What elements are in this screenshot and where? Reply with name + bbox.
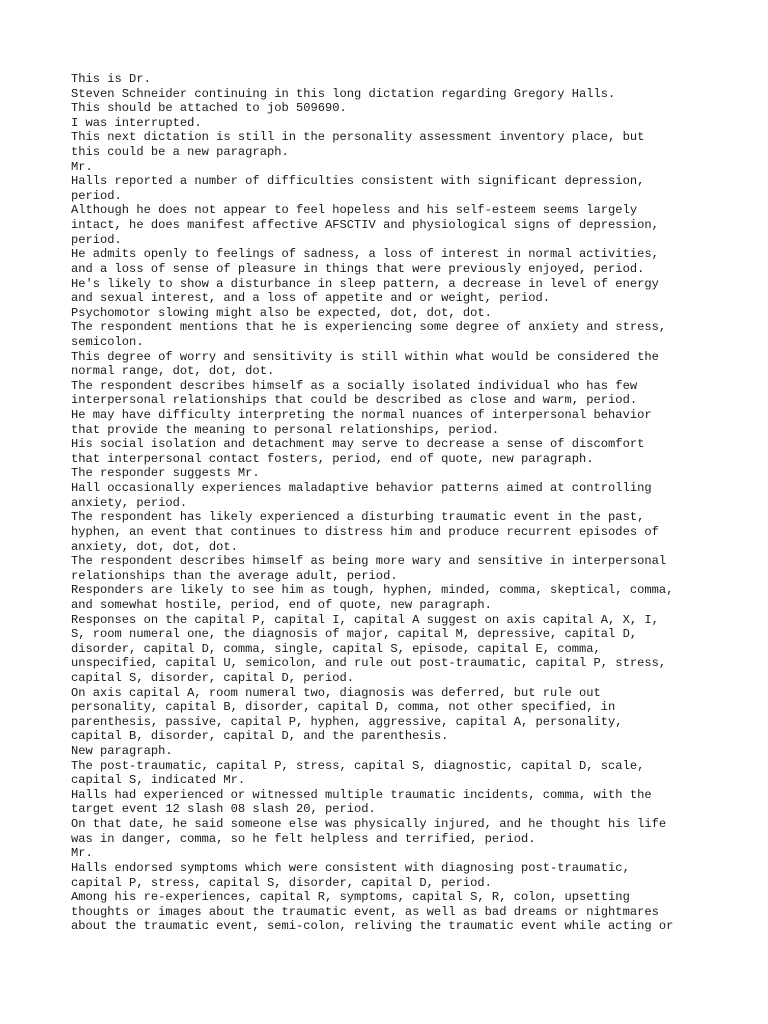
transcript-line: unspecified, capital U, semicolon, and rule out post-traumatic, capital P, stress,	[71, 656, 667, 671]
transcript-line: Although he does not appear to feel hopeless and his self-esteem seems largely	[71, 203, 638, 218]
transcript-line: This is Dr.	[71, 72, 151, 86]
transcript-line: Halls endorsed symptoms which were consistent with diagnosing post-traumatic,	[71, 860, 630, 875]
transcript-line: The respondent has likely experienced a disturbing traumatic event in the past,	[71, 510, 645, 525]
transcript-line: and a loss of sense of pleasure in things that were previously enjoyed, period.	[71, 261, 645, 276]
transcript-line: The respondent describes himself as being more wary and sensitive in interpersonal	[71, 554, 667, 569]
transcript-line: The post-traumatic, capital P, stress, capital S, diagnostic, capital D, scale,	[71, 758, 645, 773]
transcript-line: about the traumatic event, semi-colon, reliving the traumatic event while acting or	[71, 919, 674, 934]
transcript-line: Responses on the capital P, capital I, capital A suggest on axis capital A, X, I,	[71, 612, 659, 627]
transcript-line: period.	[71, 232, 122, 247]
transcript-line: this could be a new paragraph.	[71, 145, 289, 160]
transcript-line: The respondent describes himself as a socially isolated individual who has few	[71, 378, 638, 393]
transcript-line: He's likely to show a disturbance in sleep pattern, a decrease in level of energy	[71, 276, 659, 291]
transcript-line: intact, he does manifest affective AFSCTIV and physiological signs of depression,	[71, 218, 659, 233]
transcript-line: This next dictation is still in the personality assessment inventory place, but	[71, 130, 645, 145]
transcript-line: Mr.	[71, 159, 93, 174]
transcript-line: normal range, dot, dot, dot.	[71, 364, 275, 379]
transcript-line: On that date, he said someone else was physically injured, and he thought his life	[71, 817, 667, 832]
transcript-line: He may have difficulty interpreting the normal nuances of interpersonal behavior	[71, 408, 652, 423]
transcript-line: relationships than the average adult, period.	[71, 568, 398, 583]
transcript-line: thoughts or images about the traumatic event, as well as bad dreams or nightmares	[71, 904, 659, 919]
transcript-line: was in danger, comma, so he felt helpless and terrified, period.	[71, 831, 536, 846]
transcript-line: capital S, disorder, capital D, period.	[71, 670, 355, 685]
transcript-line: On axis capital A, room numeral two, diagnosis was deferred, but rule out	[71, 685, 601, 700]
transcript-line: His social isolation and detachment may serve to decrease a sense of discomfort	[71, 437, 645, 452]
transcript-line: anxiety, period.	[71, 495, 188, 510]
transcript-line: Hall occasionally experiences maladaptive behavior patterns aimed at controlling	[71, 481, 652, 496]
transcript-line: capital B, disorder, capital D, and the parenthesis.	[71, 729, 449, 744]
transcript-line: period.	[71, 188, 122, 203]
transcript-line: New paragraph.	[71, 744, 173, 759]
transcript-line: and somewhat hostile, period, end of quote, new paragraph.	[71, 597, 492, 612]
transcript-line: that interpersonal contact fosters, period, end of quote, new paragraph.	[71, 451, 594, 466]
transcript-line: hyphen, an event that continues to distress him and produce recurrent episodes of	[71, 524, 659, 539]
transcript-line: interpersonal relationships that could be described as close and warm, period.	[71, 393, 638, 408]
transcript-line: This degree of worry and sensitivity is still within what would be considered the	[71, 349, 659, 364]
transcript-line: Among his re-experiences, capital R, symptoms, capital S, R, colon, upsetting	[71, 890, 630, 905]
transcript-line: I was interrupted.	[71, 115, 202, 130]
transcript-line: semicolon.	[71, 334, 144, 349]
transcript-line: Steven Schneider continuing in this long dictation regarding Gregory Halls.	[71, 86, 616, 101]
transcript-line: and sexual interest, and a loss of appetite and or weight, period.	[71, 291, 550, 306]
transcript-line: parenthesis, passive, capital P, hyphen, aggressive, capital A, personality,	[71, 714, 623, 729]
transcript-line: personality, capital B, disorder, capital D, comma, not other specified, in	[71, 700, 616, 715]
transcript-line: capital S, indicated Mr.	[71, 773, 246, 788]
transcript-line: The respondent mentions that he is experiencing some degree of anxiety and stress,	[71, 320, 667, 335]
transcript-line: Mr.	[71, 846, 93, 861]
transcript-line: He admits openly to feelings of sadness, a loss of interest in normal activities,	[71, 247, 659, 262]
transcript-line: capital P, stress, capital S, disorder, capital D, period.	[71, 875, 492, 890]
transcript-line: target event 12 slash 08 slash 20, period.	[71, 802, 376, 817]
transcript-line: S, room numeral one, the diagnosis of major, capital M, depressive, capital D,	[71, 627, 638, 642]
transcript-line: Psychomotor slowing might also be expected, dot, dot, dot.	[71, 305, 492, 320]
transcript-line: anxiety, dot, dot, dot.	[71, 539, 238, 554]
transcript-line: Halls had experienced or witnessed multiple traumatic incidents, comma, with the	[71, 787, 652, 802]
transcript-line: The responder suggests Mr.	[71, 466, 260, 481]
transcript-line: disorder, capital D, comma, single, capital S, episode, capital E, comma,	[71, 641, 601, 656]
transcript-line: Halls reported a number of difficulties consistent with significant depression,	[71, 174, 645, 189]
transcript-line: that provide the meaning to personal relationships, period.	[71, 422, 500, 437]
dictation-transcript	[71, 72, 761, 934]
transcript-line: Responders are likely to see him as tough, hyphen, minded, comma, skeptical, comma,	[71, 583, 674, 598]
transcript-line: This should be attached to job 509690.	[71, 101, 347, 116]
